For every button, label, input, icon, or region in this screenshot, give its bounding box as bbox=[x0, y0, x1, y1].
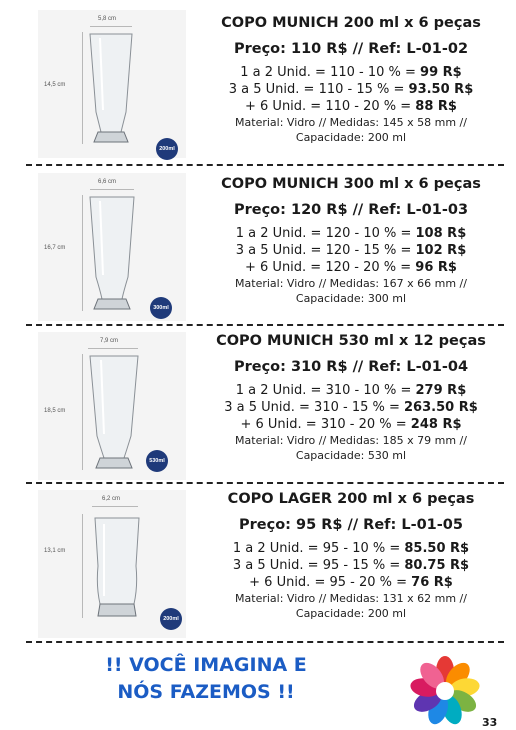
tier-total: 80.75 R$ bbox=[404, 558, 470, 573]
product-title: COPO MUNICH 200 ml x 6 peças bbox=[221, 15, 481, 31]
flower-logo-icon bbox=[409, 655, 481, 727]
capacity-badge: 200ml bbox=[156, 138, 178, 160]
price-tier bbox=[186, 259, 516, 276]
product-copo-munich-300 bbox=[0, 167, 516, 329]
width-dimension-label: 5,8 cm bbox=[98, 16, 117, 22]
width-dimension-label: 6,6 cm bbox=[98, 179, 117, 185]
capacity-badge: 300ml bbox=[150, 297, 172, 319]
tier-total: 93.50 R$ bbox=[408, 82, 474, 97]
product-photo bbox=[38, 173, 186, 321]
price-tier bbox=[186, 98, 516, 115]
width-dimension-line bbox=[88, 348, 138, 349]
price-tier bbox=[186, 225, 516, 242]
product-photo bbox=[38, 332, 186, 480]
height-dimension-label: 14,5 cm bbox=[44, 82, 66, 88]
capacity-badge: 530ml bbox=[146, 450, 168, 472]
product-info bbox=[186, 175, 516, 306]
tier-total: 279 R$ bbox=[415, 383, 467, 398]
width-dimension-label: 6,2 cm bbox=[102, 496, 121, 502]
tier-formula: 1 a 2 Unid. = 120 - 10 % = bbox=[235, 226, 416, 241]
product-title: COPO MUNICH 530 ml x 12 peças bbox=[216, 333, 486, 349]
tier-total: 88 R$ bbox=[415, 99, 457, 114]
width-dimension-label: 7,9 cm bbox=[100, 338, 119, 344]
glass-illustration bbox=[88, 195, 136, 313]
price-tier bbox=[186, 382, 516, 399]
tier-total: 76 R$ bbox=[411, 575, 453, 590]
product-photo bbox=[38, 490, 186, 638]
section-divider bbox=[26, 164, 504, 166]
price-tiers bbox=[186, 540, 516, 591]
tier-formula: 1 a 2 Unid. = 310 - 10 % = bbox=[235, 383, 416, 398]
product-info bbox=[186, 332, 516, 463]
product-title: COPO MUNICH 300 ml x 6 peças bbox=[221, 176, 481, 192]
price-tier bbox=[186, 557, 516, 574]
page-number: 33 bbox=[482, 716, 498, 729]
tier-formula: 3 a 5 Unid. = 120 - 15 % = bbox=[235, 243, 416, 258]
tier-formula: + 6 Unid. = 120 - 20 % = bbox=[245, 260, 416, 275]
glass-illustration bbox=[88, 354, 140, 472]
material-line: Material: Vidro // Medidas: 145 x 58 mm // bbox=[235, 116, 467, 129]
height-dimension-line bbox=[82, 32, 83, 144]
price-tiers bbox=[186, 225, 516, 276]
price-tier bbox=[186, 399, 516, 416]
material-line: Material: Vidro // Medidas: 167 x 66 mm // bbox=[235, 277, 467, 290]
tier-total: 85.50 R$ bbox=[404, 541, 470, 556]
price-tier bbox=[186, 242, 516, 259]
capacity-line: Capacidade: 200 ml bbox=[295, 607, 407, 620]
price-tiers bbox=[186, 64, 516, 115]
tier-total: 102 R$ bbox=[415, 243, 467, 258]
product-copo-munich-530 bbox=[0, 326, 516, 488]
tier-formula: 1 a 2 Unid. = 95 - 10 % = bbox=[232, 541, 405, 556]
tier-total: 96 R$ bbox=[415, 260, 457, 275]
width-dimension-line bbox=[90, 26, 132, 27]
height-dimension-label: 18,5 cm bbox=[44, 408, 66, 414]
height-dimension-line bbox=[82, 514, 83, 618]
section-divider bbox=[26, 641, 504, 643]
tier-formula: 3 a 5 Unid. = 95 - 15 % = bbox=[232, 558, 405, 573]
product-copo-munich-200 bbox=[0, 4, 516, 166]
width-dimension-line bbox=[90, 189, 134, 190]
price-ref-line: Preço: 110 R$ // Ref: L-01-02 bbox=[233, 41, 469, 57]
tier-formula: + 6 Unid. = 110 - 20 % = bbox=[245, 99, 416, 114]
tier-total: 99 R$ bbox=[420, 65, 462, 80]
glass-illustration bbox=[92, 516, 142, 620]
price-tier bbox=[186, 540, 516, 557]
capacity-line: Capacidade: 530 ml bbox=[295, 449, 407, 462]
height-dimension-label: 16,7 cm bbox=[44, 245, 66, 251]
tier-total: 108 R$ bbox=[415, 226, 467, 241]
width-dimension-line bbox=[92, 506, 138, 507]
slogan-line-2: NÓS FAZEMOS !! bbox=[117, 681, 295, 703]
glass-illustration bbox=[88, 32, 134, 146]
product-copo-lager-200 bbox=[0, 484, 516, 646]
price-ref-line: Preço: 120 R$ // Ref: L-01-03 bbox=[233, 202, 469, 218]
capacity-badge: 200ml bbox=[160, 608, 182, 630]
product-info bbox=[186, 490, 516, 621]
tier-total: 248 R$ bbox=[410, 417, 462, 432]
height-dimension-line bbox=[82, 195, 83, 311]
price-tier bbox=[186, 416, 516, 433]
slogan-line-1: !! VOCÊ IMAGINA E bbox=[105, 654, 307, 676]
material-line: Material: Vidro // Medidas: 185 x 79 mm // bbox=[235, 434, 467, 447]
height-dimension-line bbox=[82, 354, 83, 470]
slogan bbox=[56, 652, 356, 706]
tier-formula: 3 a 5 Unid. = 110 - 15 % = bbox=[228, 82, 409, 97]
product-title: COPO LAGER 200 ml x 6 peças bbox=[227, 491, 475, 507]
price-ref-line: Preço: 95 R$ // Ref: L-01-05 bbox=[239, 517, 463, 533]
tier-total: 263.50 R$ bbox=[404, 400, 478, 415]
product-info bbox=[186, 14, 516, 145]
price-tier bbox=[186, 574, 516, 591]
capacity-line: Capacidade: 200 ml bbox=[295, 131, 407, 144]
price-tiers bbox=[186, 382, 516, 433]
capacity-line: Capacidade: 300 ml bbox=[295, 292, 407, 305]
tier-formula: 1 a 2 Unid. = 110 - 10 % = bbox=[240, 65, 421, 80]
tier-formula: + 6 Unid. = 95 - 20 % = bbox=[249, 575, 412, 590]
price-ref-line: Preço: 310 R$ // Ref: L-01-04 bbox=[233, 359, 469, 375]
product-photo bbox=[38, 10, 186, 158]
height-dimension-label: 13,1 cm bbox=[44, 548, 66, 554]
price-tier bbox=[186, 64, 516, 81]
tier-formula: + 6 Unid. = 310 - 20 % = bbox=[240, 417, 411, 432]
price-tier bbox=[186, 81, 516, 98]
tier-formula: 3 a 5 Unid. = 310 - 15 % = bbox=[224, 400, 404, 415]
material-line: Material: Vidro // Medidas: 131 x 62 mm // bbox=[235, 592, 467, 605]
